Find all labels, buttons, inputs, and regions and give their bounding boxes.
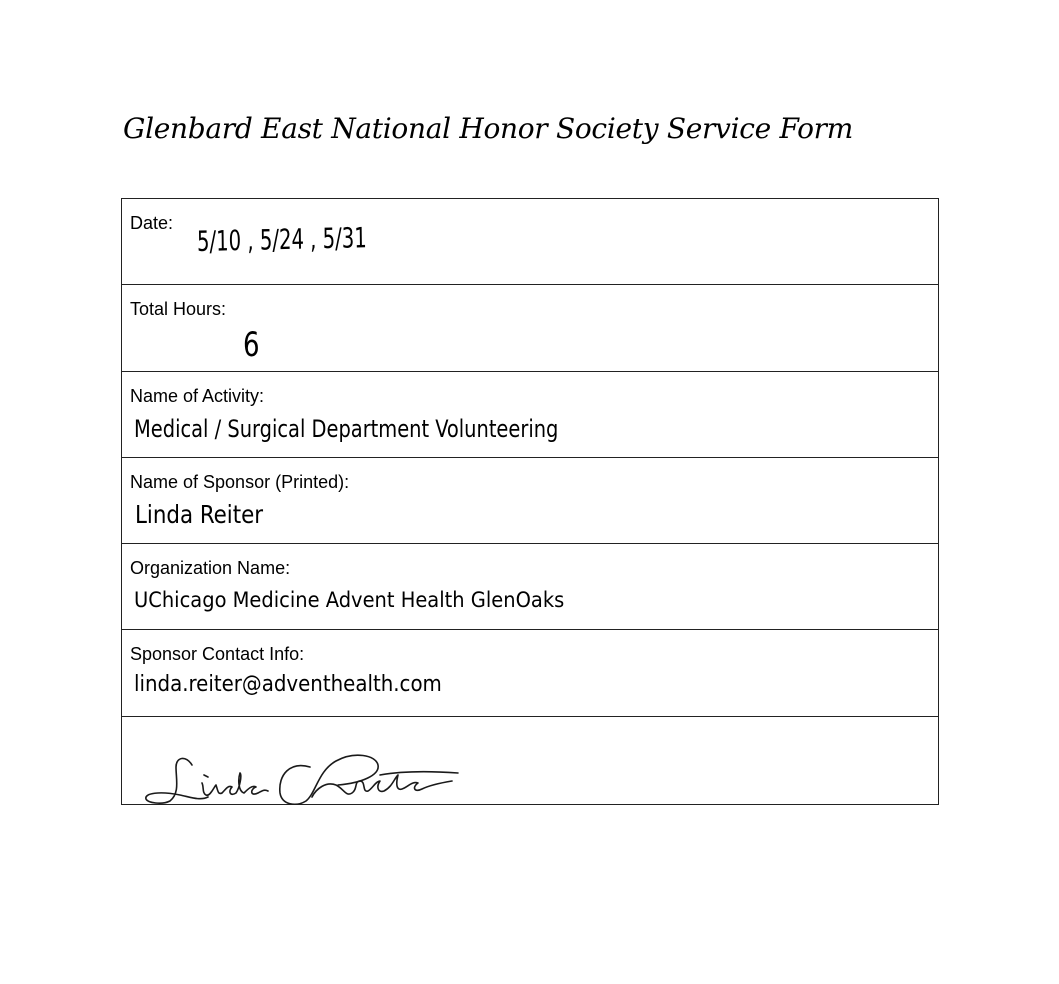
total-hours-value: 6: [243, 325, 260, 366]
total-hours-label: Total Hours:: [130, 299, 227, 320]
date-value: 5/10 , 5/24 , 5/31: [196, 221, 367, 258]
contact-label: Sponsor Contact Info:: [130, 644, 305, 665]
contact-value: linda.reiter@adventhealth.com: [134, 672, 442, 698]
sponsor-name-row: [122, 458, 938, 544]
activity-value: Medical / Surgical Department Volunteering: [134, 414, 559, 443]
contact-row: [122, 630, 938, 716]
date-label: Date:: [130, 213, 174, 233]
sponsor-signature: [140, 731, 470, 805]
signature-row: [122, 717, 938, 804]
organization-label: Organization Name:: [130, 558, 291, 579]
activity-row: [122, 372, 938, 458]
service-form-table: [121, 198, 939, 805]
sponsor-name-label: Name of Sponsor (Printed):: [130, 471, 350, 492]
date-row: [122, 199, 938, 285]
sponsor-name-value: Linda Reiter: [135, 499, 263, 529]
organization-value: UChicago Medicine Advent Health GlenOaks: [134, 588, 565, 613]
page-title: Glenbard East National Honor Society Service Form: [123, 112, 853, 145]
total-hours-row: [122, 285, 938, 371]
activity-label: Name of Activity:: [130, 385, 265, 406]
organization-row: [122, 544, 938, 630]
